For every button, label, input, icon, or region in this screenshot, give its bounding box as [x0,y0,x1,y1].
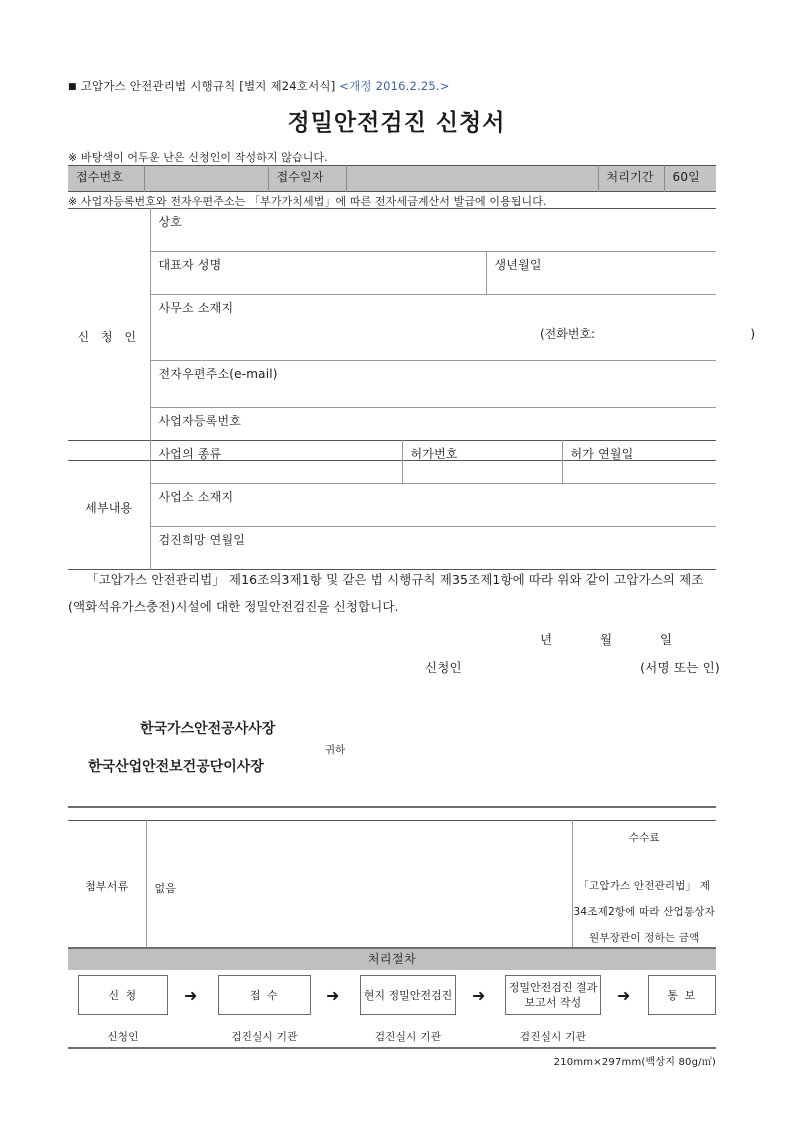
page-title: 정밀안전검진 신청서 [287,110,506,136]
table-row [68,361,716,408]
flow-step-5: 통 보 [648,975,716,1015]
fee-description: 「고압가스 안전관리법」 제34조제2항에 따라 산업통상자원부장관이 정하는 금액 [573,880,715,944]
paper-specification: 210mm×297mm(백상지 80g/㎡) [553,1057,716,1068]
details-table [68,440,716,570]
attachment-value: 없음 [146,821,572,952]
receipt-number-value[interactable] [144,166,268,192]
addressee-honorific: 귀하 [325,744,346,756]
applicant-section-label: 신 청 인 [68,209,150,461]
business-type-field[interactable]: 사업의 종류 [150,441,402,484]
signature-line [425,658,720,676]
date-day-label: 일 [660,632,673,647]
inspection-desired-date-field[interactable]: 검진희망 연월일 [158,533,246,547]
table-row [68,527,716,570]
date-month-label: 월 [600,632,613,647]
applicant-birthdate-field[interactable]: 생년월일 [486,252,716,295]
fee-title: 수수료 [628,832,660,844]
table-row [68,821,716,952]
applicant-phone-line [540,325,755,342]
processing-period-label: 처리기간 [598,166,664,192]
flow-actor-1: 신청인 [107,1031,139,1043]
divider-above-attachment [68,806,716,808]
receipt-info-table [68,165,716,192]
shaded-field-note: ※ 바탕색이 어두운 난은 신청인이 작성하지 않습니다. [68,151,328,164]
receipt-date-value[interactable] [346,166,598,192]
flow-arrow-2-icon: ➜ [326,986,340,1005]
fee-cell [572,821,716,952]
applicant-representative-field[interactable]: 대표자 성명 [150,252,486,295]
table-row [68,441,716,484]
attachment-label: 첨부서류 [68,821,146,952]
receipt-date-label: 접수일자 [268,166,346,192]
phone-number-paren-close: ) [750,327,756,341]
applicant-company-name-field[interactable]: 상호 [150,209,716,252]
flow-actor-4: 검진실시 기관 [519,1031,587,1043]
flow-actor-3: 검진실시 기관 [374,1031,442,1043]
divider-bottom [68,1047,716,1049]
applicant-business-number-field[interactable]: 사업자등록번호 [158,414,242,428]
table-row [68,484,716,527]
addressee-line-1: 한국가스안전공사사장 [140,721,276,737]
permit-date-field[interactable]: 허가 연월일 [562,441,716,484]
flow-step-4: 정밀안전검진 결과보고서 작성 [505,975,601,1015]
process-flow-header: 처리절차 [68,947,716,970]
flow-step-1: 신 청 [78,975,168,1015]
addressee-line-2: 한국산업안전보건공단이사장 [88,759,264,775]
vat-usage-note: ※ 사업자등록번호와 전자우편주소는 「부가가치세법」에 따른 전자세금계산서 발급에 이용됩니다. [68,195,547,208]
flow-arrow-4-icon: ➜ [617,986,631,1005]
flow-arrow-1-icon: ➜ [184,986,198,1005]
legal-statement: 「고압가스 안전관리법」 제16조의3제1항 및 같은 법 시행규칙 제35조제1항에 따라 위와 같이 고압가스의 제조(액화석유가스충전)시설에 대한 정밀안전검진을 신청합니다. [68,572,704,614]
bullet-square-icon: ■ [68,81,77,92]
flow-step-3: 현지 정밀안전검진 [360,975,456,1015]
processing-period-value: 60일 [664,166,716,192]
signature-label: 신청인 [425,660,462,675]
receipt-number-label: 접수번호 [76,170,124,184]
form-reference-line [68,78,450,94]
details-section-label: 세부내용 [68,441,150,570]
form-reference-text: 고압가스 안전관리법 시행규칙 [별지 제24호서식] [80,79,336,93]
table-row [68,252,716,295]
date-year-label: 년 [540,632,553,647]
table-row [68,166,716,192]
flow-arrow-3-icon: ➜ [472,986,486,1005]
attachment-fee-table [68,820,716,952]
table-row [68,209,716,252]
flow-actor-2: 검진실시 기관 [231,1031,298,1043]
process-flow-row [68,975,716,1021]
permit-number-field[interactable]: 허가번호 [402,441,562,484]
business-site-address-field[interactable]: 사업소 소재지 [150,484,716,527]
flow-step-2: 접 수 [218,975,311,1015]
form-revision-text: <개정 2016.2.25.> [339,79,450,93]
signature-hint: (서명 또는 인) [640,660,720,675]
phone-number-label: (전화번호: [540,327,596,341]
date-line [540,630,720,648]
applicant-email-field[interactable]: 전자우편주소(e-mail) [150,361,716,408]
applicant-office-address-field[interactable]: 사무소 소재지 [150,295,716,361]
